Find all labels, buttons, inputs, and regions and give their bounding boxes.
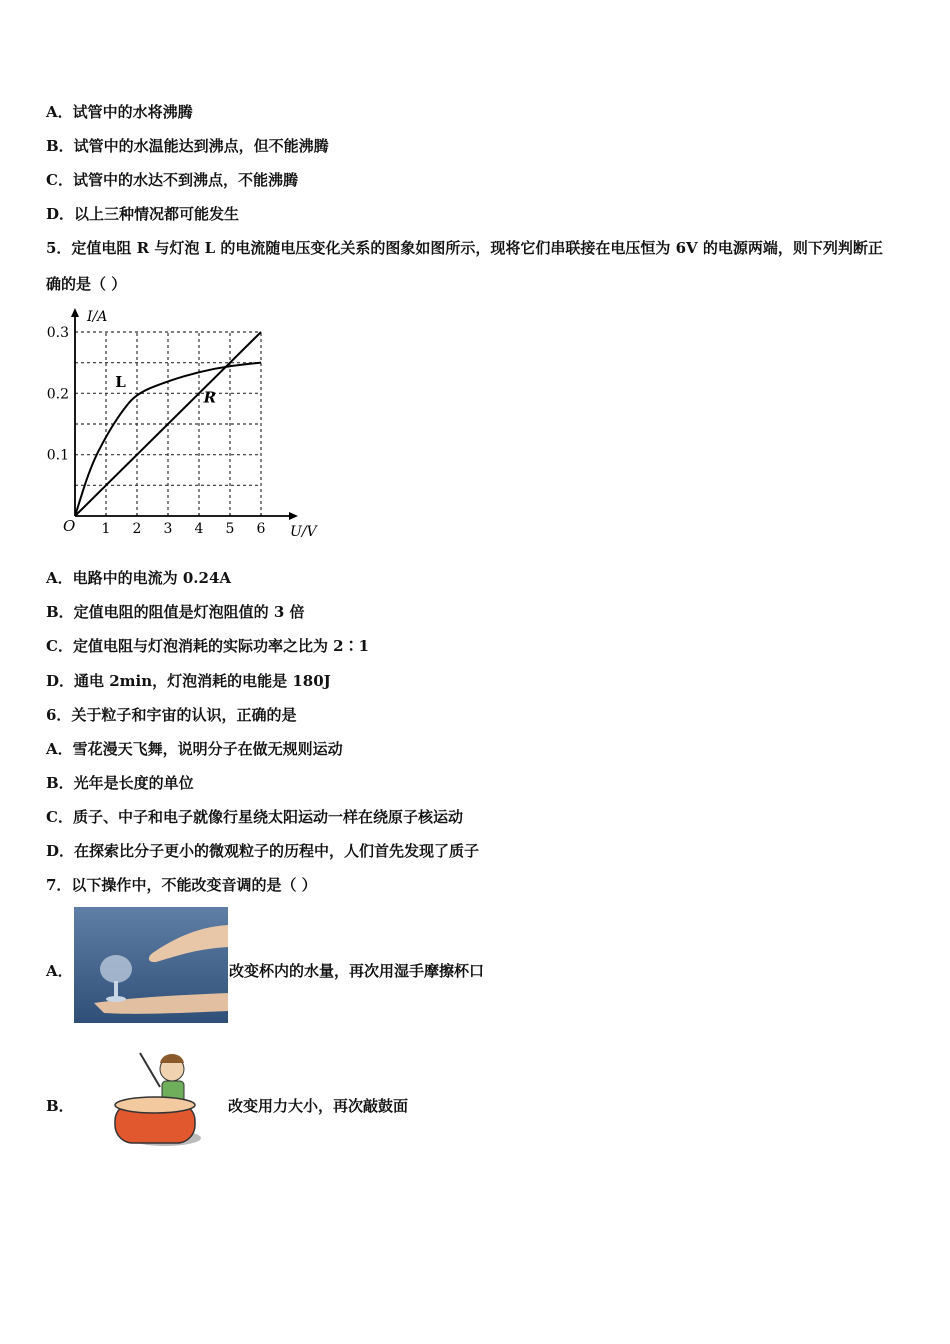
y-tick-label: 0.2 bbox=[46, 386, 69, 403]
q6-option-b: B．光年是长度的单位 bbox=[46, 774, 194, 792]
y-axis-label: I/A bbox=[87, 309, 108, 325]
y-tick-label: 0.1 bbox=[46, 447, 69, 464]
q7-option-b-text: 改变用力大小，再次敲鼓面 bbox=[228, 1097, 409, 1115]
q5-stem: 5．定值电阻 R 与灯泡 L 的电流随电压变化关系的图象如图所示，现将它们串联接在电压恒为 6V 的电源两端，则下列判断正确的是（ ） bbox=[46, 239, 883, 293]
q5-option-a: A．电路中的电流为 0.24A bbox=[46, 569, 232, 587]
x-tick-label: 1 bbox=[101, 521, 111, 537]
q6-stem: 6．关于粒子和宇宙的认识，正确的是 bbox=[46, 706, 297, 724]
q7-stem: 7．以下操作中，不能改变音调的是（ ） bbox=[46, 876, 317, 894]
y-axis-arrow bbox=[71, 308, 79, 317]
iv-chart bbox=[40, 303, 340, 548]
q7-option-b-label: B． bbox=[46, 1097, 74, 1115]
q6-option-c: C．质子、中子和电子就像行星绕太阳运动一样在绕原子核运动 bbox=[46, 808, 463, 826]
series-label-R: R bbox=[203, 388, 217, 407]
wineglass-photo bbox=[74, 907, 228, 1023]
x-tick-label: 5 bbox=[225, 521, 235, 537]
q4-option-a: A．试管中的水将沸腾 bbox=[46, 103, 193, 121]
origin-label: O bbox=[63, 517, 76, 535]
q6-option-d: D．在探索比分子更小的微观粒子的历程中，人们首先发现了质子 bbox=[46, 842, 480, 860]
x-tick-label: 6 bbox=[256, 521, 266, 537]
q7-option-a-label: A． bbox=[46, 962, 73, 980]
chart-axes bbox=[71, 308, 298, 520]
x-tick-label: 4 bbox=[194, 521, 204, 537]
q5-option-d: D．通电 2min，灯泡消耗的电能是 180J bbox=[46, 672, 331, 690]
q4-option-c: C．试管中的水达不到沸点，不能沸腾 bbox=[46, 171, 298, 189]
q4-option-b: B．试管中的水温能达到沸点，但不能沸腾 bbox=[46, 137, 329, 155]
series-L bbox=[75, 363, 261, 516]
x-axis-label: U/V bbox=[290, 524, 317, 540]
y-tick-label: 0.3 bbox=[46, 325, 69, 341]
x-axis-arrow bbox=[289, 512, 298, 520]
x-tick-label: 2 bbox=[132, 521, 142, 537]
drummer-cartoon bbox=[110, 1043, 205, 1150]
q6-option-a: A．雪花漫天飞舞，说明分子在做无规则运动 bbox=[46, 740, 343, 758]
q4-option-d: D．以上三种情况都可能发生 bbox=[46, 205, 240, 223]
q5-option-b: B．定值电阻的阻值是灯泡阻值的 3 倍 bbox=[46, 603, 305, 621]
x-tick-label: 3 bbox=[163, 521, 173, 537]
series-label-L: L bbox=[115, 373, 126, 392]
q5-option-c: C．定值电阻与灯泡消耗的实际功率之比为 2∶1 bbox=[46, 637, 370, 655]
q7-option-a-text: 改变杯内的水量，再次用湿手摩擦杯口 bbox=[229, 962, 485, 980]
